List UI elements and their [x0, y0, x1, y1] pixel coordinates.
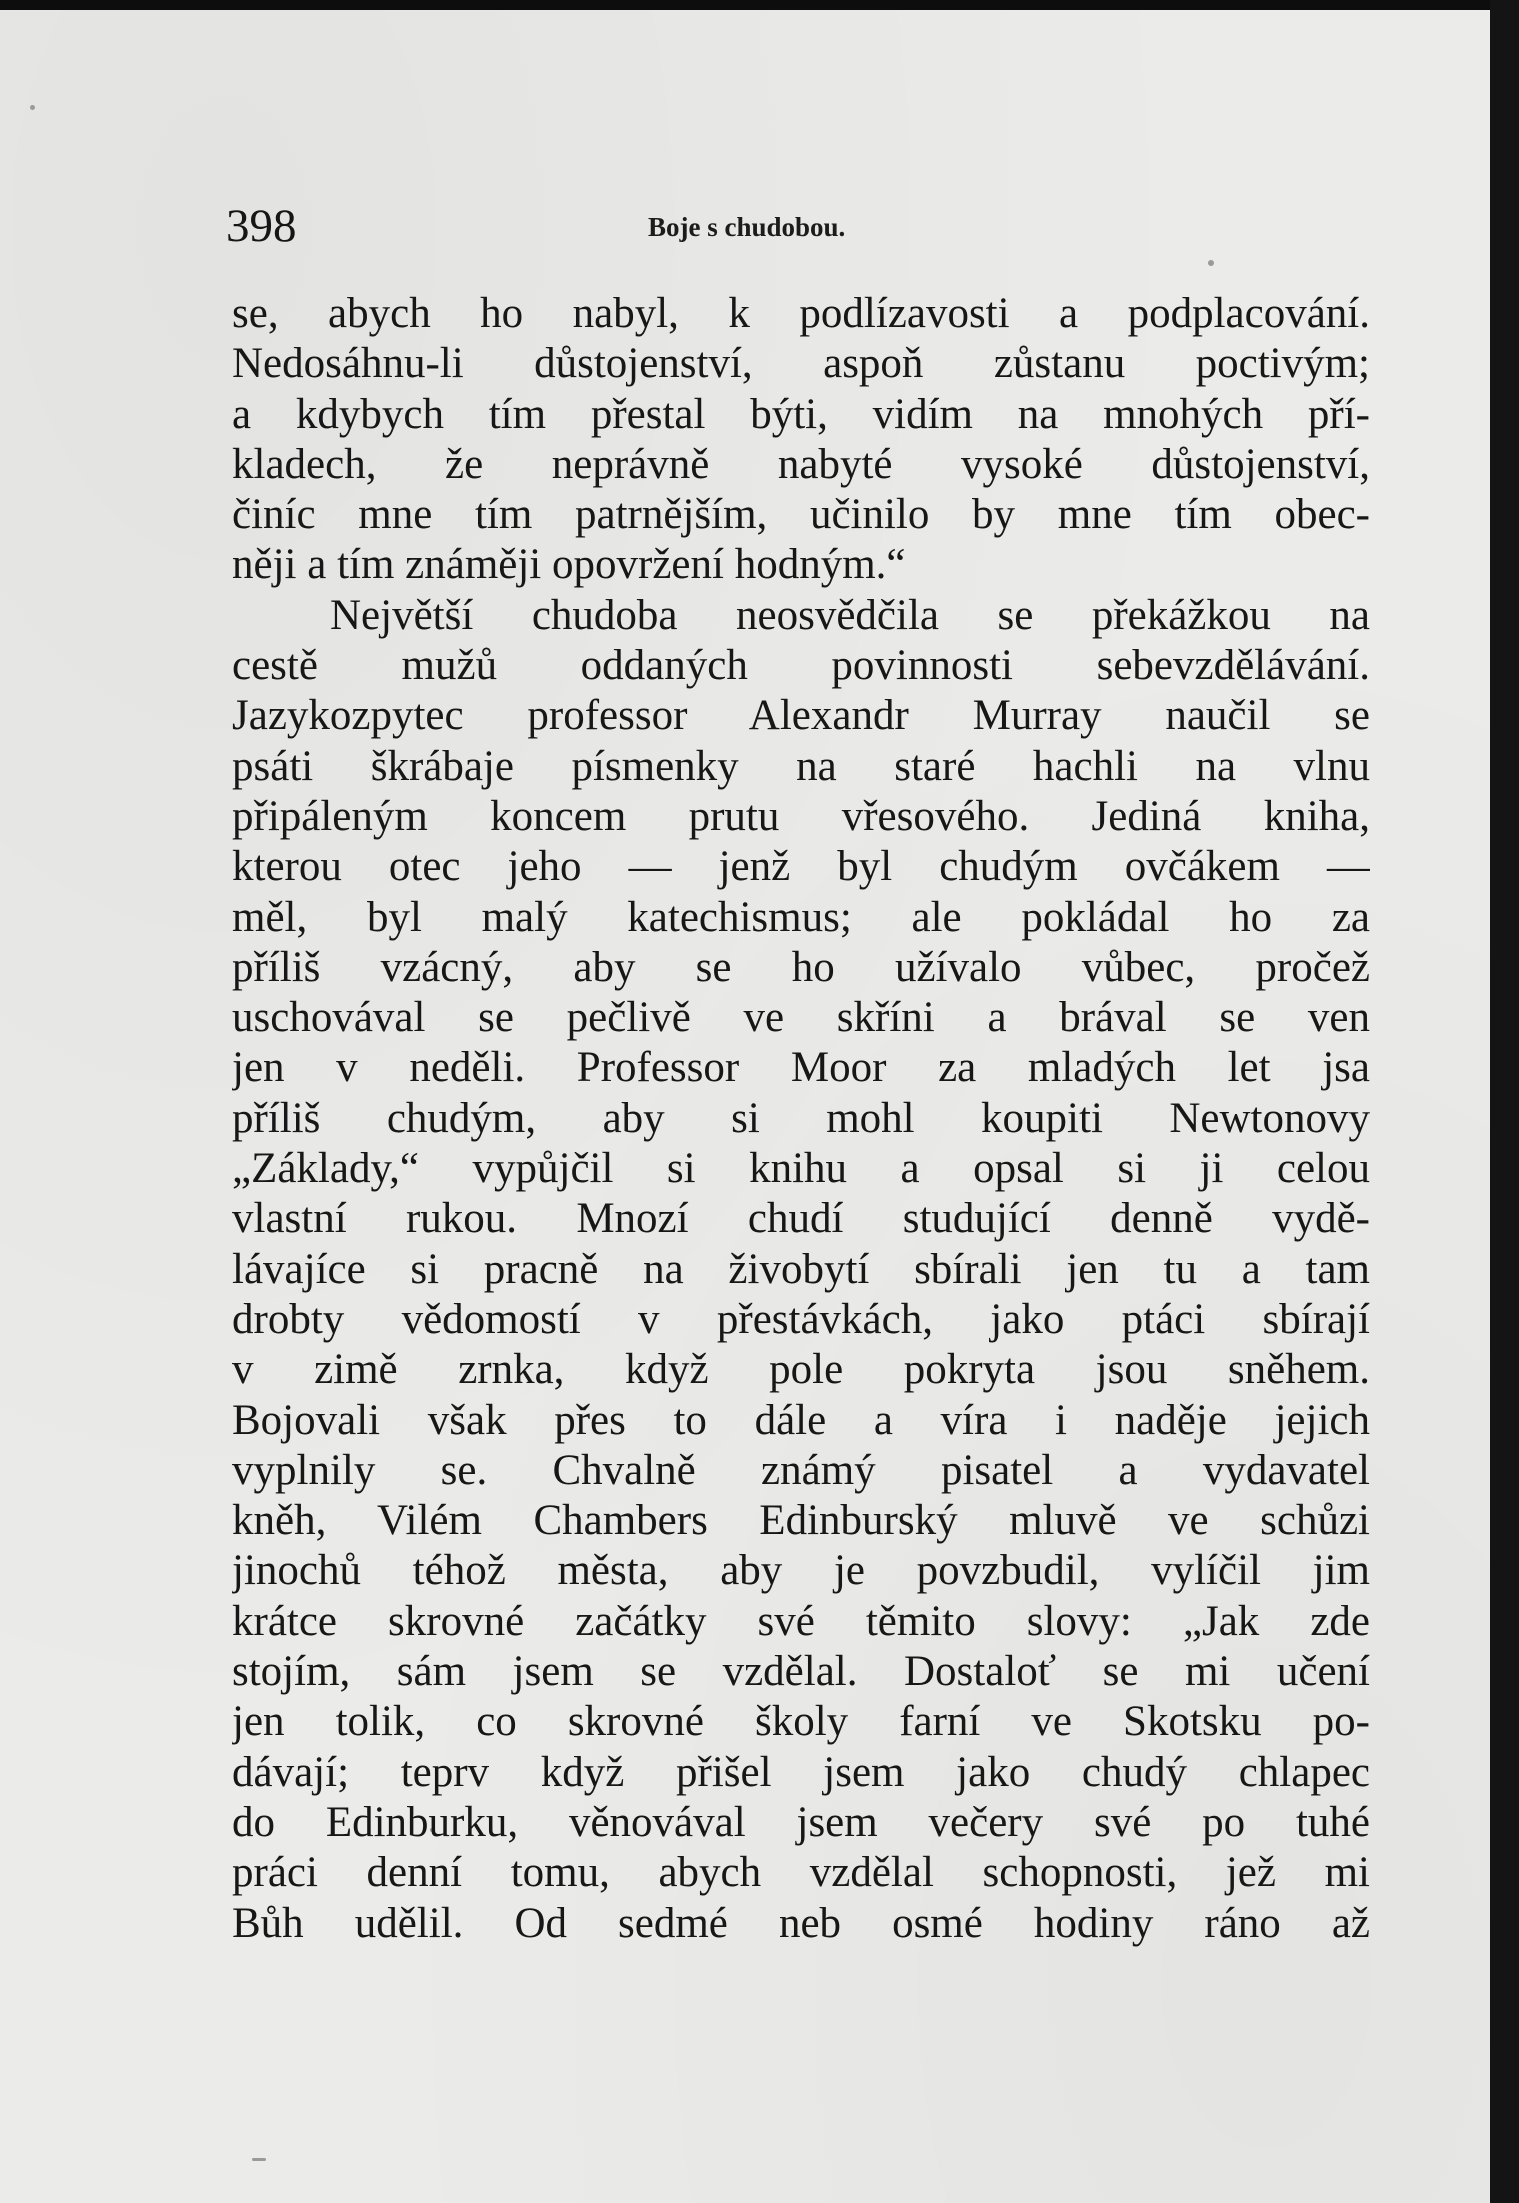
text-line: kterou otec jeho — jenž byl chudým ovčákem —: [232, 843, 1370, 891]
text-line: v zimě zrnka, když pole pokryta jsou sněhem.: [232, 1346, 1370, 1394]
text-line: práci denní tomu, abych vzdělal schopnosti, jež mi: [232, 1849, 1370, 1897]
text-line: „Základy,“ vypůjčil si knihu a opsal si ji celou: [232, 1145, 1370, 1193]
book-page: [0, 10, 1490, 2203]
text-line: do Edinburku, věnovával jsem večery své po tuhé: [232, 1798, 1370, 1846]
text-line: lávajíce si pracně na živobytí sbírali jen tu a tam: [232, 1245, 1370, 1293]
text-line: jinochů téhož města, aby je povzbudil, vylíčil jim: [232, 1547, 1370, 1595]
text-line: cestě mužů oddaných povinnosti sebevzdělávání.: [232, 642, 1370, 690]
text-line: jen v neděli. Professor Moor za mladých let jsa: [232, 1044, 1370, 1092]
text-line: příliš chudým, aby si mohl koupiti Newtonovy: [232, 1094, 1370, 1142]
text-line: Jazykozpytec professor Alexandr Murray naučil se: [232, 692, 1370, 740]
text-line: činíc mne tím patrnějším, učinilo by mne tím obec-: [232, 491, 1370, 539]
text-line: měl, byl malý katechismus; ale pokládal ho za: [232, 893, 1370, 941]
text-line: něji a tím známěji opovržení hodným.“: [232, 541, 906, 589]
text-line: psáti škrábaje písmenky na staré hachli na vlnu: [232, 742, 1370, 790]
paper-speck: [30, 105, 35, 110]
running-title: Boje s chudobou.: [648, 212, 846, 242]
paragraph-start-line: Největší chudoba neosvědčila se překážkou na: [330, 591, 1370, 639]
page-number: 398: [226, 200, 297, 252]
text-line: Bojovali však přes to dále a víra i naděje jejich: [232, 1396, 1370, 1444]
paper-speck: [252, 2158, 266, 2161]
text-line: dávají; teprv když přišel jsem jako chudý chlapec: [232, 1748, 1370, 1796]
text-line: kněh, Vilém Chambers Edinburský mluvě ve schůzi: [232, 1497, 1370, 1545]
text-line: vyplnily se. Chvalně známý pisatel a vydavatel: [232, 1446, 1370, 1494]
text-line: uschovával se pečlivě ve skříni a brával se ven: [232, 994, 1370, 1042]
text-line: krátce skrovné začátky své těmito slovy: „Jak zde: [232, 1597, 1370, 1645]
page-header: [226, 198, 1372, 258]
text-line: jen tolik, co skrovné školy farní ve Skotsku po-: [232, 1698, 1370, 1746]
text-line: příliš vzácný, aby se ho užívalo vůbec, pročež: [232, 943, 1370, 991]
text-line: vlastní rukou. Mnozí chudí studující denně vydě-: [232, 1195, 1370, 1243]
paper-speck: [1208, 260, 1214, 266]
text-line: připáleným koncem prutu vřesového. Jediná kniha,: [232, 792, 1370, 840]
text-line: Bůh udělil. Od sedmé neb osmé hodiny ráno až: [232, 1899, 1370, 1947]
text-line: a kdybych tím přestal býti, vidím na mnohých pří-: [232, 390, 1370, 438]
text-line: drobty vědomostí v přestávkách, jako ptáci sbírají: [232, 1295, 1370, 1343]
text-line: Nedosáhnu-li důstojenství, aspoň zůstanu poctivým;: [232, 340, 1370, 388]
book-binding-edge: [1490, 0, 1519, 2203]
text-line: stojím, sám jsem se vzdělal. Dostalоť se mi učení: [232, 1648, 1370, 1696]
text-line: kladech, že neprávně nabyté vysoké důstojenství,: [232, 440, 1370, 488]
body-text: [232, 289, 1370, 1949]
text-line: se, abych ho nabyl, k podlízavosti a podplacování.: [232, 290, 1370, 337]
